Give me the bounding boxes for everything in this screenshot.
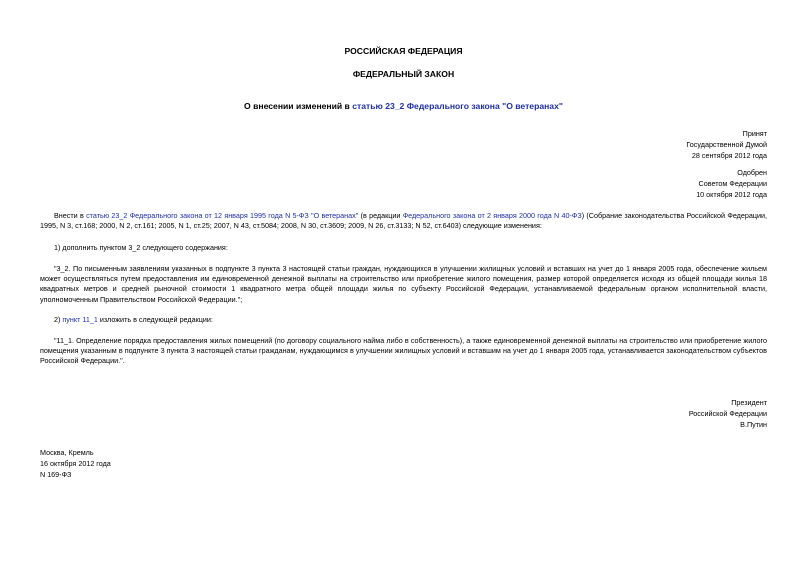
intro-link-amending-law[interactable]: Федерального закона от 2 января 2000 года N 40-ФЗ (402, 211, 582, 220)
adopted-line1: Принят (742, 129, 767, 138)
item-2-prefix: 2) (54, 315, 63, 324)
intro-link-veterans-law[interactable]: статью 23_2 Федерального закона от 12 января 1995 года N 5-ФЗ "О ветеранах" (86, 211, 359, 220)
intro-mid: (в редакции (358, 211, 403, 220)
approved-block (696, 167, 767, 201)
signature-line1: Президент (731, 398, 767, 407)
place-line3: N 169-ФЗ (40, 470, 72, 480)
item-2-link[interactable]: пункт 11_1 (62, 315, 98, 324)
intro-prefix: Внести в (54, 211, 87, 220)
adopted-block (686, 128, 767, 162)
signature-block (689, 397, 767, 431)
signature-line2: Российской Федерации (688, 409, 767, 419)
item-2-suffix: изложить в следующей редакции: (97, 315, 213, 324)
approved-line1: Одобрен (737, 168, 767, 177)
country-heading: РОССИЙСКАЯ ФЕДЕРАЦИЯ (344, 46, 463, 56)
adopted-line2: Государственной Думой (686, 140, 767, 150)
approved-line3: 10 октября 2012 года (696, 190, 767, 200)
approved-line2: Советом Федерации (698, 179, 767, 189)
place-line1: Москва, Кремль (40, 448, 94, 457)
item-1: 1) дополнить пунктом 3_2 следующего содержания: (54, 243, 228, 252)
intro-suffix: ) (Собрание законодательства Российской Федерации, 1995, N 3, ст.168; 2000, N 2, ст.161; 2005, N 1, ст.25; 2007, N 43, ст.5084; 2008, N 30, ст.3609; 2009, N 26, ст.3133; N 52, ст.6403) следующие изменения: (40, 211, 767, 231)
adopted-line3: 28 сентября 2012 года (691, 151, 767, 161)
signature-line3: В.Путин (740, 420, 767, 430)
place-date-block (40, 447, 111, 481)
law-title-link[interactable]: статью 23_2 Федерального закона "О ветеранах" (352, 101, 563, 111)
intro-paragraph (40, 211, 767, 231)
quote-11-1: "11_1. Определение порядка предоставления жилых помещений (по договору социального найма либо в собственность), а также единовременной денежной выплаты на строительство или приобретение жилого помещения указанным в подпункте 3 пункта 3 настоящей статьи гражданам, нуждающимся в улучшении жилищных условий и вставшим на учет до 1 января 2005 года, устанавливается законодательством субъектов Российской Федерации.". (40, 336, 767, 366)
law-title (0, 101, 807, 111)
law-title-prefix: О внесении изменений в (244, 101, 353, 111)
item-2 (40, 315, 767, 325)
quote-3-2: "3_2. По письменным заявлениям указанных в подпункте 3 пункта 3 настоящей статьи граждан, нуждающихся в улучшении жилищных условий и вставших на учет до 1 января 2005 года, обеспечение жильем может осуществляться путем предоставления им единовременной денежной выплаты на строительство или приобретение жилого помещения, размер которой определяется исходя из общей площади жилья 18 квадратных метров и средней рыночной стоимости 1 квадратного метра общей площади жилья по субъекту Российской Федерации, устанавливаемой федеральным органом исполнительной власти, уполномоченным Правительством Российской Федерации."; (40, 264, 767, 304)
doc-type-heading: ФЕДЕРАЛЬНЫЙ ЗАКОН (352, 69, 455, 79)
place-line2: 16 октября 2012 года (40, 459, 111, 469)
